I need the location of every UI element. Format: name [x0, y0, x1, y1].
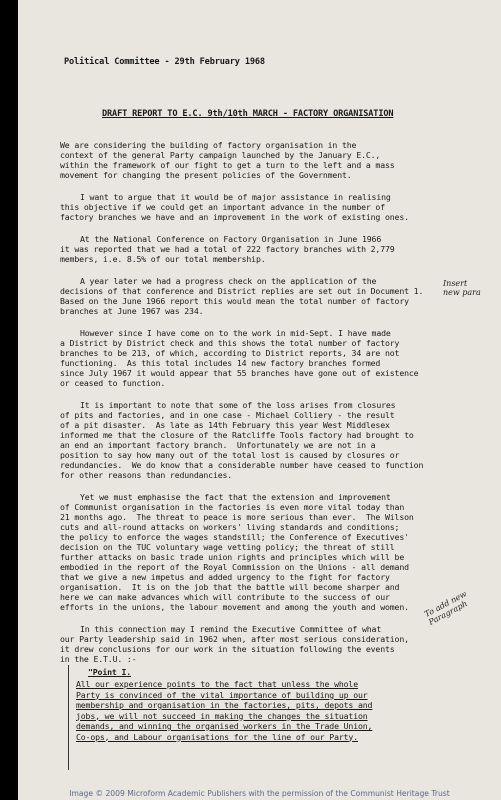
point-quote-line: All our experience points to the fact that unless the whole	[76, 679, 358, 689]
point-quote-line: Co-ops, and Labour organisations for the line of our Party.	[76, 731, 358, 742]
body-line: 21 months ago. The threat to peace is more serious than ever. The Wilson	[60, 512, 414, 522]
body-line: members, i.e. 8.5% of our total membership.	[60, 254, 266, 264]
document-page	[18, 0, 501, 800]
point-quote-line: demands, and winning the organised workers in the Trade Union,	[76, 721, 373, 731]
handwritten-note-insert: Insert new para	[443, 279, 481, 297]
body-line: of Communist organisation in the factories is even more vital today than	[60, 502, 405, 512]
body-line: within the framework of our fight to get a turn to the left and a mass	[60, 160, 395, 170]
body-line: Yet we must emphasise the fact that the extension and improvement	[80, 492, 391, 502]
body-line: factory branches we have and an improvement in the work of existing ones.	[60, 212, 409, 222]
body-line: informed me that the closure of the Ratcliffe Tools factory had brought to	[60, 430, 414, 440]
body-line: decisions of that conference and District replies are set out in Document 1.	[60, 286, 424, 296]
body-line: further attacks on basic trade union rights and principles which will be	[60, 552, 405, 562]
document-title: DRAFT REPORT TO E.C. 9th/10th MARCH - FACTORY ORGANISATION	[102, 109, 394, 119]
body-line: it was reported that we had a total of 222 factory branches with 2,779	[60, 244, 395, 254]
body-line: efforts in the unions, the labour movement and among the youth and women.	[60, 602, 409, 612]
body-line: decision on the TUC voluntary wage vetting policy; the threat of still	[60, 542, 395, 552]
body-line: a District by District check and this shows the total number of factory	[60, 338, 400, 348]
body-line: here we can make advances which will contribute to the success of our	[60, 592, 390, 602]
copyright-footer: Image © 2009 Microform Academic Publishers with the permission of the Communist Heritage Trust	[69, 789, 450, 798]
body-line: context of the general Party campaign launched by the January E.C.,	[60, 150, 381, 160]
body-line: the policy to enforce the wages standstill; the Conference of Executives'	[60, 532, 409, 542]
handwritten-note-add: To add new Paragraph	[423, 589, 469, 627]
body-line: this objective if we could get an important advance in the number of	[60, 202, 385, 212]
body-line: in the E.T.U. :-	[60, 654, 137, 664]
point-quote-line: jobs, we will not succeed in making the changes the situation	[76, 710, 368, 721]
point-quote-line: membership and organisation in the factories, pits, depots and	[76, 700, 373, 710]
body-line: A year later we had a progress check on the application of the	[80, 276, 377, 286]
body-line: We are considering the building of factory organisation in the	[60, 140, 357, 150]
body-line: At the National Conference on Factory Organisation in June 1966	[80, 234, 382, 244]
body-line: of pits and factories, and in one case - Michael Colliery - the result	[60, 410, 395, 420]
body-line: organisation. It is on the job that the battle will become sharper and	[60, 582, 400, 592]
body-line: functioning. As this total includes 14 new factory branches formed	[60, 358, 381, 368]
body-line: of a pit disaster. As late as 14th February this year West Middlesex	[60, 420, 390, 430]
body-line: Based on the June 1966 report this would mean the total number of factory	[60, 296, 409, 306]
point-quote-line: Party is convinced of the vital importance of building up our	[76, 689, 368, 700]
body-line: movement for changing the present policies of the Government.	[60, 170, 352, 180]
body-line: However since I have come on to the work in mid-Sept. I have made	[80, 328, 391, 338]
point-label: "Point I.	[88, 667, 132, 677]
body-line: our Party leadership said in 1962 when, after most serious consideration,	[60, 634, 409, 644]
body-line: cuts and all-round attacks on workers' living standards and conditions;	[60, 522, 400, 532]
body-line: It is important to note that some of the loss arises from closures	[80, 400, 396, 410]
body-line: branches at June 1967 was 234.	[60, 306, 204, 316]
body-line: embodied in the report of the Royal Commission on the Unions - all demand	[60, 562, 409, 572]
document-header: Political Committee - 29th February 1968	[64, 57, 265, 67]
body-line: position to say how many out of the total lost is caused by closures or	[60, 450, 400, 460]
body-line: an end an important factory branch. Unfortunately we are not in a	[60, 440, 376, 450]
body-line: since July 1967 it would appear that 55 branches have gone out of existence	[60, 368, 419, 378]
body-line: for other reasons than redundancies.	[60, 470, 233, 480]
body-line: I want to argue that it would be of major assistance in realising	[80, 192, 391, 202]
body-line: In this connection may I remind the Executive Committee of what	[80, 624, 382, 634]
body-line: it drew conclusions for our work in the situation following the events	[60, 644, 395, 654]
body-line: that we give a new impetus and added urgency to the fight for factory	[60, 572, 390, 582]
body-line: or ceased to function.	[60, 378, 166, 388]
body-line: redundancies. We do know that a considerable number have ceased to function	[60, 460, 424, 470]
body-line: branches to be 213, of which, according to District reports, 34 are not	[60, 348, 400, 358]
